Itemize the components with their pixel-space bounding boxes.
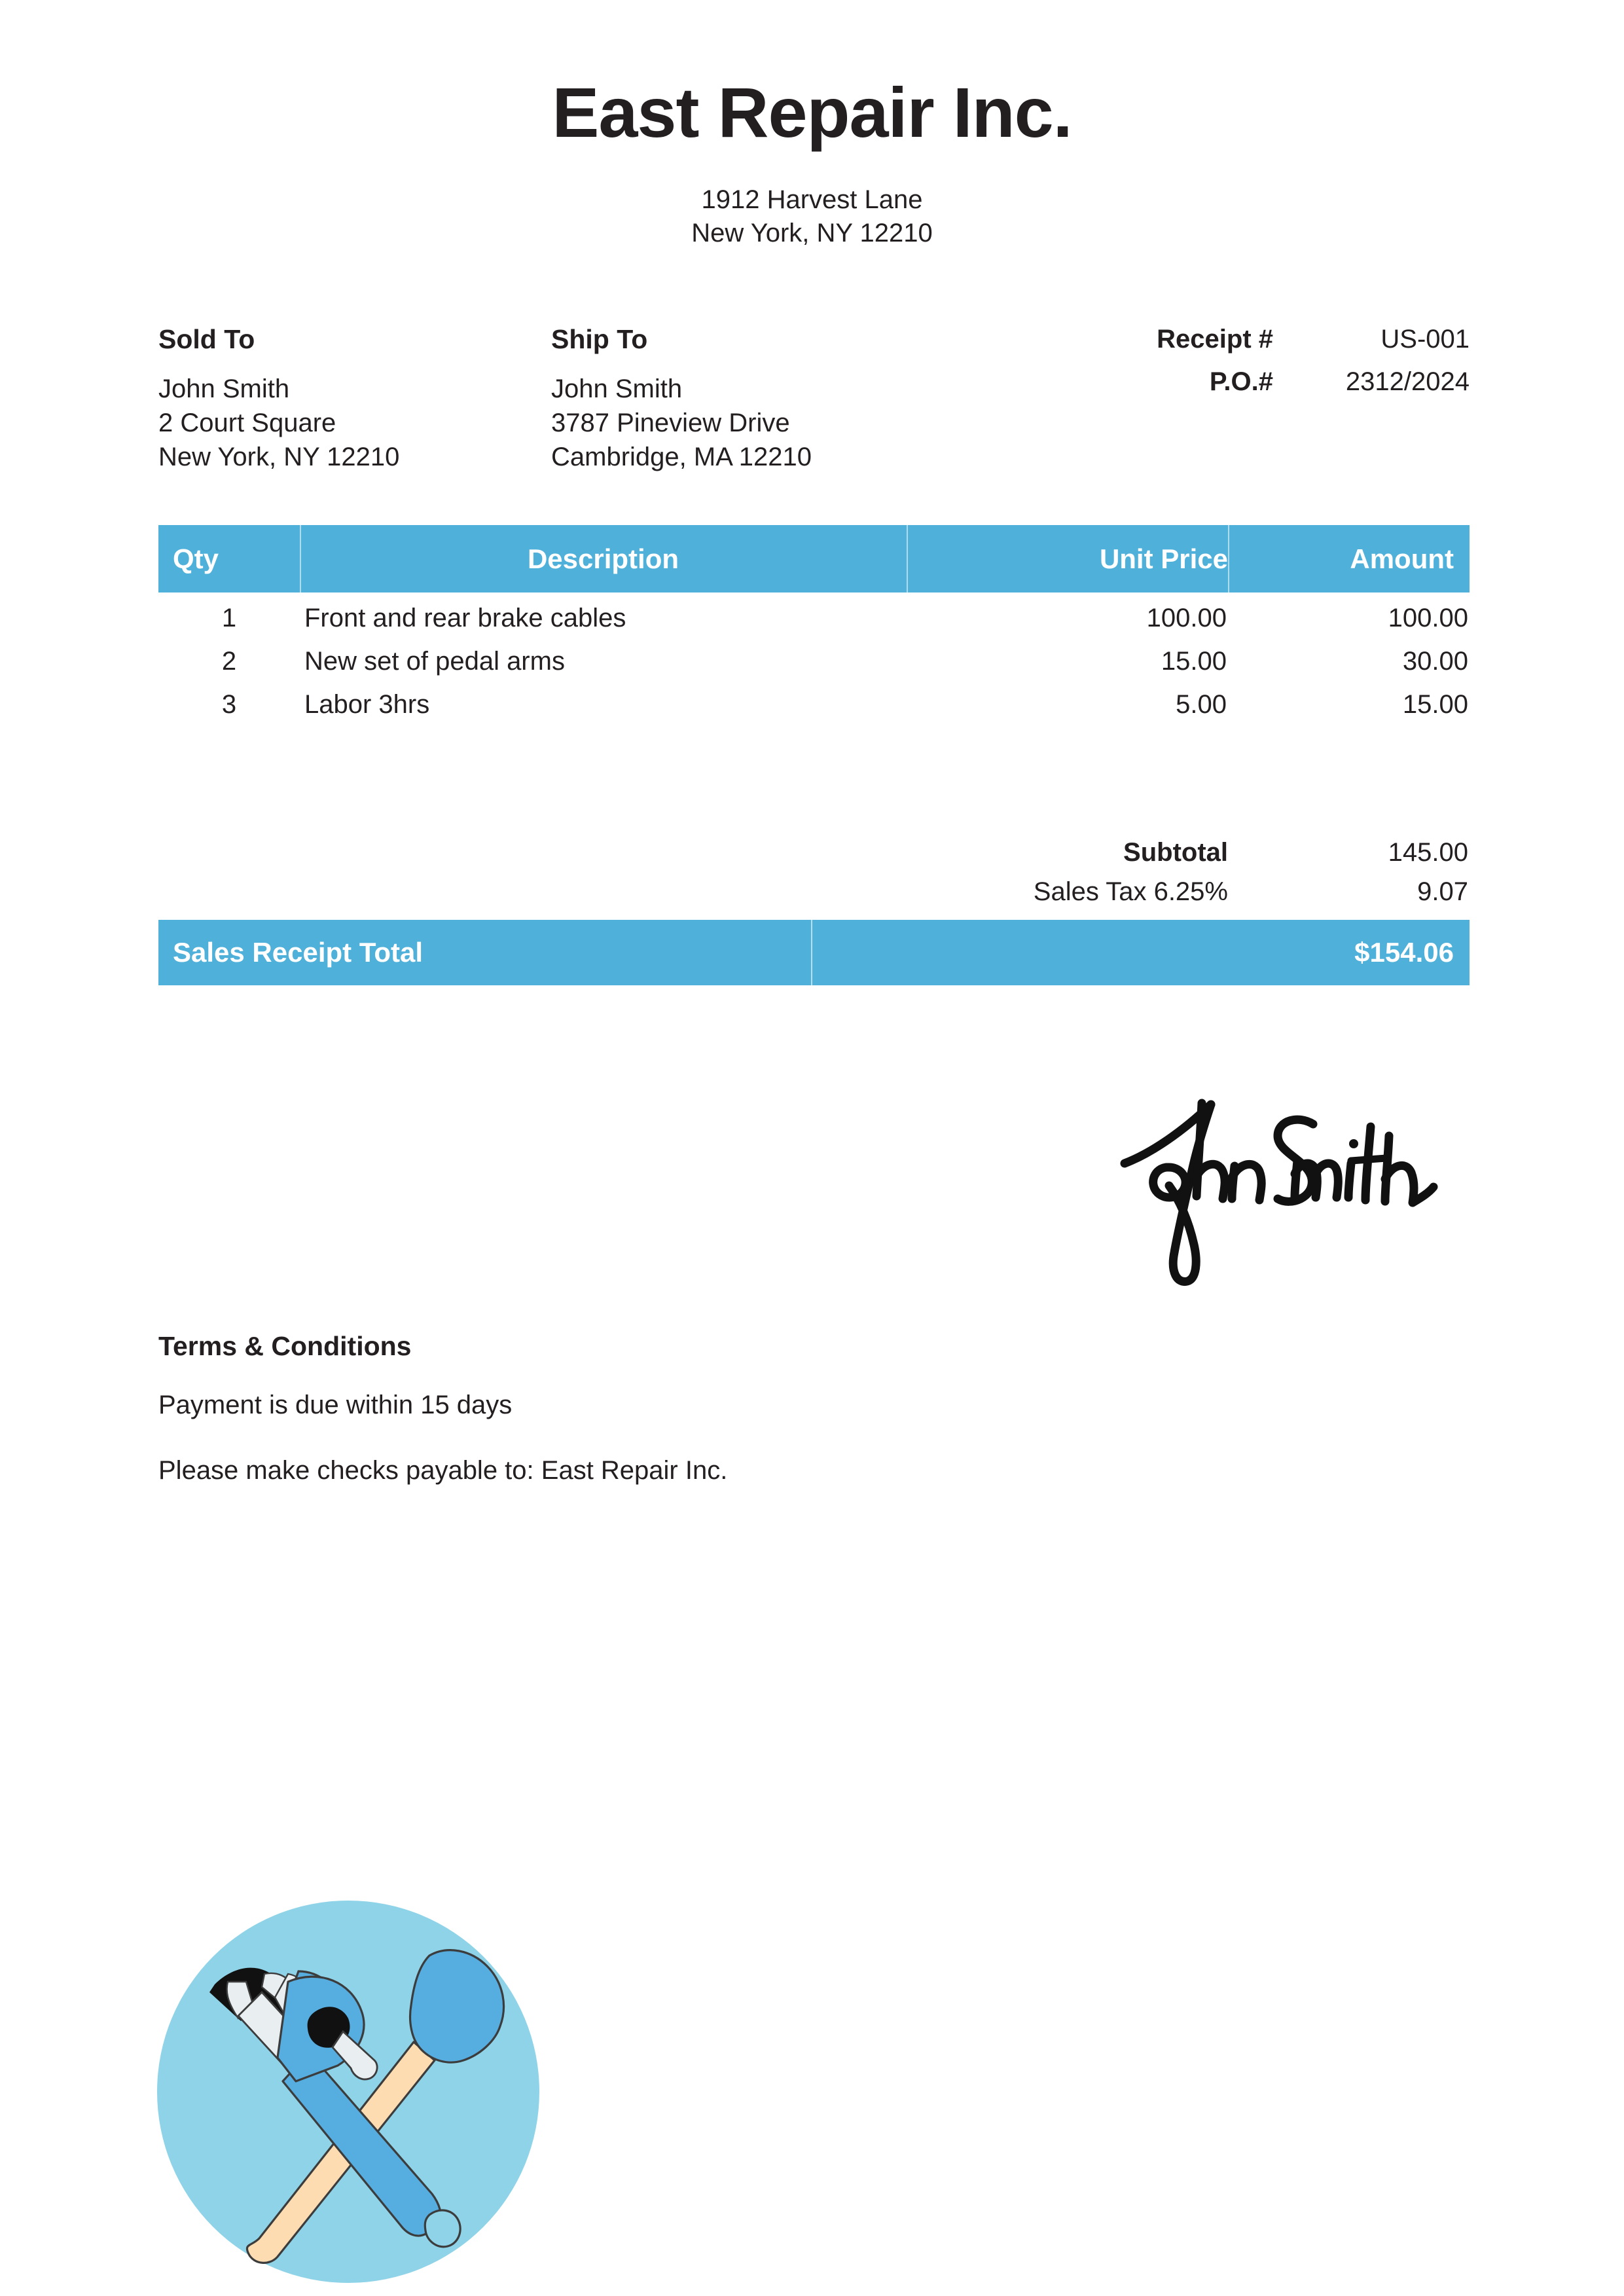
cell-amount: 15.00 bbox=[1402, 690, 1468, 719]
table-row bbox=[158, 640, 1470, 683]
sold-to-block bbox=[158, 322, 525, 474]
cell-qty: 2 bbox=[221, 647, 237, 676]
receipt-number-row bbox=[998, 322, 1470, 356]
subtotal-row bbox=[158, 833, 1470, 872]
ship-to-name: John Smith bbox=[551, 374, 683, 403]
cell-description: Labor 3hrs bbox=[304, 690, 430, 719]
cell-unit-price: 15.00 bbox=[1161, 647, 1227, 676]
receipt-number-label: Receipt # bbox=[1157, 325, 1273, 354]
grand-total-divider bbox=[811, 920, 812, 985]
column-divider-description-price bbox=[907, 525, 908, 592]
grand-total-label: Sales Receipt Total bbox=[173, 937, 424, 968]
grand-total-value: $154.06 bbox=[1354, 937, 1454, 968]
sold-to-name: John Smith bbox=[158, 374, 290, 403]
sold-to-city: New York, NY 12210 bbox=[158, 443, 400, 471]
company-logo bbox=[136, 1895, 560, 2288]
table-body bbox=[158, 592, 1470, 726]
cell-amount: 30.00 bbox=[1402, 647, 1468, 676]
sales-tax-label: Sales Tax 6.25% bbox=[1033, 877, 1228, 906]
cell-unit-price: 5.00 bbox=[1176, 690, 1227, 719]
column-header-unit-price: Unit Price bbox=[1099, 543, 1228, 574]
cell-qty: 1 bbox=[221, 604, 237, 632]
column-header-amount: Amount bbox=[1350, 543, 1454, 574]
totals-section bbox=[158, 833, 1470, 911]
cell-unit-price: 100.00 bbox=[1146, 604, 1227, 632]
po-number-row bbox=[998, 365, 1470, 399]
terms-line-1: Payment is due within 15 days bbox=[158, 1391, 513, 1419]
sold-to-title: Sold To bbox=[158, 324, 255, 354]
logo-circle bbox=[157, 1901, 539, 2283]
subtotal-label: Subtotal bbox=[1123, 838, 1228, 867]
cell-description: New set of pedal arms bbox=[304, 647, 565, 676]
terms-line-2: Please make checks payable to: East Repair Inc. bbox=[158, 1456, 728, 1485]
subtotal-value: 145.00 bbox=[1388, 838, 1468, 867]
column-header-description: Description bbox=[527, 543, 679, 574]
terms-title: Terms & Conditions bbox=[158, 1331, 412, 1361]
ship-to-city: Cambridge, MA 12210 bbox=[551, 443, 812, 471]
cell-amount: 100.00 bbox=[1388, 604, 1468, 632]
sold-to-street: 2 Court Square bbox=[158, 409, 336, 437]
cell-qty: 3 bbox=[221, 690, 237, 719]
terms-section bbox=[158, 1331, 1075, 1519]
column-divider-price-amount bbox=[1228, 525, 1229, 592]
column-header-qty: Qty bbox=[173, 543, 219, 574]
line-items-table bbox=[158, 525, 1470, 726]
company-address bbox=[0, 183, 1624, 250]
table-row bbox=[158, 596, 1470, 640]
ship-to-street: 3787 Pineview Drive bbox=[551, 409, 790, 437]
ship-to-title: Ship To bbox=[551, 324, 648, 354]
company-address-line-1: 1912 Harvest Lane bbox=[701, 185, 923, 214]
table-header-row bbox=[158, 525, 1470, 592]
sales-tax-row bbox=[158, 872, 1470, 911]
ship-to-block bbox=[551, 322, 1009, 474]
sales-tax-value: 9.07 bbox=[1417, 877, 1468, 906]
parties-section bbox=[158, 322, 1470, 471]
receipt-meta-block bbox=[998, 322, 1470, 407]
company-address-line-2: New York, NY 12210 bbox=[691, 219, 933, 247]
po-number-label: P.O.# bbox=[1209, 367, 1273, 396]
receipt-number-value: US-001 bbox=[1380, 325, 1470, 354]
table-row bbox=[158, 683, 1470, 726]
column-divider-qty-description bbox=[300, 525, 301, 592]
company-name: East Repair Inc. bbox=[552, 73, 1072, 152]
po-number-value: 2312/2024 bbox=[1345, 367, 1470, 396]
grand-total-bar bbox=[158, 920, 1470, 985]
cell-description: Front and rear brake cables bbox=[304, 604, 626, 632]
signature-image bbox=[1106, 1090, 1473, 1286]
